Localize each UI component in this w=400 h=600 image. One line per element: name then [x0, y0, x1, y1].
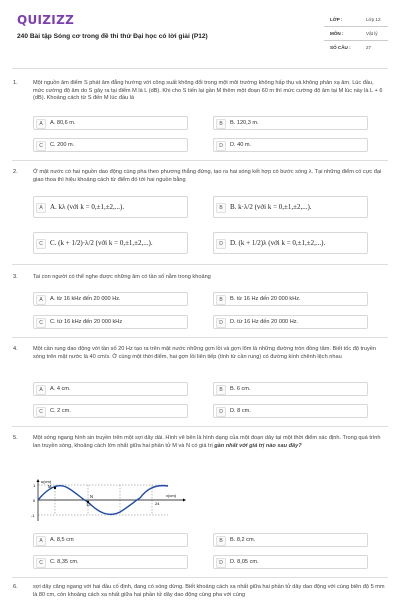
option-a[interactable] [33, 533, 188, 547]
option-formula: C. (k + 1/2)·λ/2 (với k = 0,±1,±2,...). [50, 239, 153, 247]
question-text: Ở mặt nước có hai nguồn dao động cùng pha theo phương thẳng đứng, tạo ra hai sóng kết hợp có bước sóng λ. Tại những điểm có cực đại giao thoa thì hiệu khoảng cách từ điểm đó tới hai nguồn bằng [33, 169, 382, 183]
x-axis-arrow [183, 499, 186, 502]
tick-12: 12 [86, 502, 91, 507]
y-axis-arrow [37, 479, 40, 482]
option-text: B. từ 16 Hz đến 20 000 kHz. [230, 296, 301, 302]
option-b[interactable] [213, 196, 368, 218]
option-letter: C [36, 141, 46, 151]
option-c[interactable] [33, 315, 188, 329]
question-text: Tai con người có thể nghe được những âm có tần số nằm trong khoảng [33, 274, 211, 280]
option-formula: B. k·λ/2 (với k = 0,±1,±2,...). [230, 203, 312, 211]
wave-graph [28, 478, 188, 524]
option-d[interactable] [213, 138, 368, 152]
tick-neg1: -1 [31, 513, 35, 518]
point-m [54, 487, 56, 489]
tick-24: 24 [155, 501, 160, 506]
header-divider [12, 68, 388, 69]
question-body: Một sóng ngang hình sin truyền trên một sợi dây dài. Hình vẽ bên là hình dạng của một đoạn dây tại một thời điểm xác định. Trong quá trình lan truyền sóng, khoảng cách lớn nhất giữa hai phần tử M và N có giá trị [33, 435, 381, 449]
x-axis-label: x(cm) [166, 493, 176, 498]
option-d[interactable] [213, 232, 368, 254]
question-number: 4. [13, 346, 18, 352]
subject-value: Vật lý [366, 31, 378, 36]
option-a[interactable] [33, 196, 188, 218]
option-formula: A. kλ (với k = 0,±1,±2,...). [50, 203, 125, 211]
option-d[interactable] [213, 315, 368, 329]
option-c[interactable] [33, 555, 188, 569]
option-text: D. 8 cm. [230, 408, 251, 414]
option-letter: D [216, 407, 226, 417]
question-number: 6. [13, 584, 18, 590]
question-number: 2. [13, 169, 18, 175]
option-text: A. 80,6 m. [50, 120, 76, 126]
question-divider [12, 160, 388, 161]
option-text: B. 8,2 cm. [230, 537, 256, 543]
question-number: 1. [13, 80, 18, 86]
option-text: B. 120,3 m. [230, 120, 259, 126]
option-b[interactable] [213, 382, 368, 396]
option-letter: B [216, 385, 226, 395]
option-a[interactable] [33, 116, 188, 130]
option-d[interactable] [213, 555, 368, 569]
worksheet-header [0, 0, 400, 64]
label-m: M [48, 484, 52, 489]
option-letter: B [216, 119, 226, 129]
question-number: 3. [13, 274, 18, 280]
option-letter: C [36, 239, 46, 249]
option-text: B. 6 cm. [230, 386, 251, 392]
meta-divider [324, 26, 388, 27]
option-text: C. 2 cm. [50, 408, 71, 414]
question-divider [12, 577, 388, 578]
question-number: 5. [13, 435, 18, 441]
option-text: D. từ 16 Hz đến 20 000 Hz. [230, 319, 299, 325]
option-letter: D [216, 558, 226, 568]
option-text: D. 8,05 cm. [230, 559, 259, 565]
page-title: 240 Bài tập Sóng cơ trong đề thi thử Đại học có lời giải (P12) [17, 33, 208, 40]
option-letter: A [36, 536, 46, 546]
option-letter: A [36, 385, 46, 395]
question-text [33, 435, 385, 450]
option-letter: B [216, 536, 226, 546]
option-text: A. 8,5 cm [50, 537, 74, 543]
option-c[interactable] [33, 138, 188, 152]
option-text: C. 8,35 cm. [50, 559, 79, 565]
option-c[interactable] [33, 232, 188, 254]
option-letter: A [36, 119, 46, 129]
question-text: Một cần rung dao động với tần số 20 Hz tạo ra trên mặt nước những gợn lồi và gợn lõm là những đường tròn đồng tâm. Biết tốc độ truyền sóng trên mặt nước là 40 cm/s. Ở cùng một thời điểm, hai gợn lồi liên tiếp (tính từ cần rung) có đường kính chênh lệch nhau [33, 346, 377, 360]
option-letter: D [216, 318, 226, 328]
class-label: LỚP : [330, 17, 343, 22]
subject-label: MÔN : [330, 31, 344, 36]
option-text: A. từ 16 kHz đến 20 000 Hz. [50, 296, 121, 302]
option-formula: D. (k + 1/2)λ (với k = 0,±1,±2,...). [230, 239, 326, 247]
class-value: Lớp 12 [366, 17, 381, 22]
option-letter: A [36, 203, 46, 213]
option-text: D. 40 m. [230, 142, 252, 148]
y-axis-label: u(cm) [41, 479, 52, 484]
option-letter: C [36, 558, 46, 568]
meta-divider [324, 40, 388, 41]
option-letter: B [216, 295, 226, 305]
option-b[interactable] [213, 116, 368, 130]
question-divider [12, 264, 388, 265]
option-b[interactable] [213, 533, 368, 547]
question-text: sợi dây căng ngang với hai đầu cố định, đang có sóng dừng. Biết khoảng cách xa nhất giữa hai phần tử dây dao động với cùng biên độ 5 mm là 80 cm, còn khoảng cách xa nhất giữa hai phần tử dây dao động cùng pha với cùng [33, 584, 385, 598]
option-d[interactable] [213, 404, 368, 418]
option-letter: A [36, 295, 46, 305]
count-label: SỐ CÂU : [330, 45, 351, 50]
label-n: N [90, 494, 94, 499]
option-text: C. 200 m. [50, 142, 75, 148]
option-letter: C [36, 407, 46, 417]
quizizz-logo: QUIZIZZ [17, 13, 75, 27]
option-letter: D [216, 141, 226, 151]
tick-0: 0 [33, 498, 36, 503]
question-divider [12, 426, 388, 427]
question-divider [12, 337, 388, 338]
tick-1: 1 [33, 483, 36, 488]
question-emphasis: gần nhất với giá trị nào sau đây? [214, 442, 302, 449]
option-c[interactable] [33, 404, 188, 418]
option-letter: C [36, 318, 46, 328]
option-text: A. 4 cm. [50, 386, 71, 392]
count-value: 27 [366, 45, 372, 50]
option-b[interactable] [213, 292, 368, 306]
option-letter: D [216, 239, 226, 249]
option-letter: B [216, 203, 226, 213]
question-text: Một nguồn âm điểm S phát âm đẳng hướng với công suất không đổi trong một môi trường không hấp thụ và không phản xạ âm. Lúc đầu, mức cường độ âm do S gây ra tại điểm M là L (dB). Khi cho S tiến lại gần M thêm một đoạn 60 m thì mức cường độ âm tại M lúc này là L + 6 (dB). Khoảng cách từ S đến M lúc đầu là [33, 80, 383, 102]
option-a[interactable] [33, 382, 188, 396]
option-text: C. từ 16 kHz đến 20 000 kHz [50, 319, 123, 325]
option-a[interactable] [33, 292, 188, 306]
